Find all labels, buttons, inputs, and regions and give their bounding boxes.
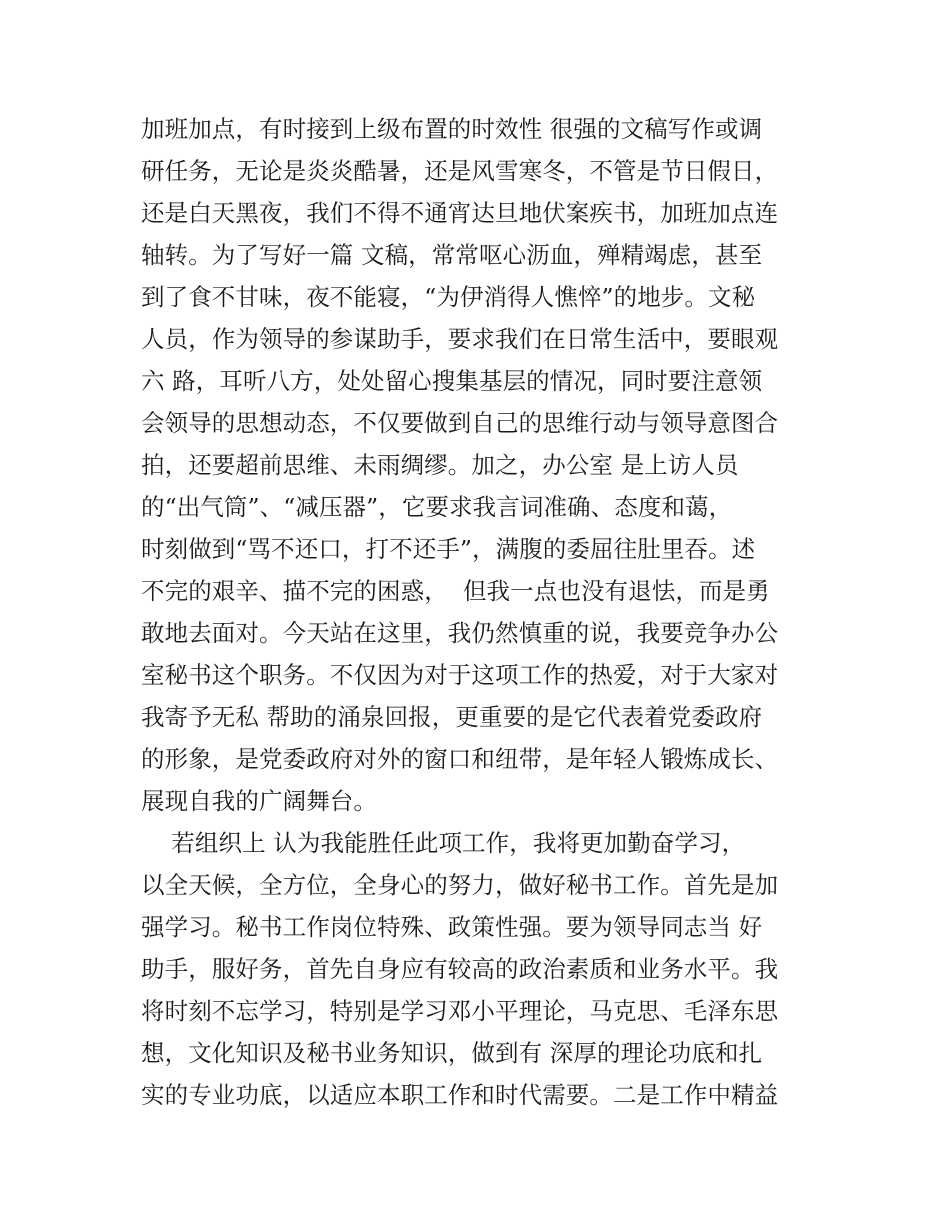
- text-line: 若组织上 认为我能胜任此项工作，我将更加勤奋学习，: [141, 829, 746, 857]
- text-line: 以全天候，全方位，全身心的努力，做好秘书工作。首先是加: [141, 871, 779, 899]
- text-line: 助手，服好务，首先自身应有较高的政治素质和业务水平。我: [141, 955, 779, 983]
- text-line: 室秘书这个职务。不仅因为对于这项工作的热爱，对于大家对: [141, 661, 779, 689]
- text-line: 不完的艰辛、描不完的困惑， 但我一点也没有退怯，而是勇: [141, 577, 770, 605]
- text-line: 实的专业功底，以适应本职工作和时代需要。二是工作中精益: [141, 1081, 779, 1109]
- text-line: 研任务，无论是炎炎酷暑，还是风雪寒冬，不管是节日假日，: [141, 157, 779, 185]
- text-line: 拍，还要超前思维、未雨绸缪。加之，办公室 是上访人员: [141, 451, 739, 479]
- text-line: 六 路，耳听八方，处处留心搜集基层的情况，同时要注意领: [141, 367, 763, 395]
- text-line: 的“出气筒”、“减压器”，它要求我言词准确、态度和蔼，: [141, 493, 733, 521]
- text-line: 人员，作为领导的参谋助手，要求我们在日常生活中，要眼观: [141, 325, 779, 353]
- text-line: 到了食不甘味，夜不能寝，“为伊消得人憔悴”的地步。文秘: [141, 283, 756, 311]
- text-line: 敢地去面对。今天站在这里，我仍然慎重的说，我要竞争办公: [141, 619, 779, 647]
- text-line: 我寄予无私 帮助的涌泉回报，更重要的是它代表着党委政府: [141, 703, 763, 731]
- text-line: 会领导的思想动态，不仅要做到自己的思维行动与领导意图合: [141, 409, 779, 437]
- text-line: 强学习。秘书工作岗位特殊、政策性强。要为领导同志当 好: [141, 913, 763, 941]
- text-line: 将时刻不忘学习，特别是学习邓小平理论，马克思、毛泽东思: [141, 997, 779, 1025]
- text-line: 还是白天黑夜，我们不得不通宵达旦地伏案疾书，加班加点连: [141, 199, 779, 227]
- text-line: 展现自我的广阔舞台。: [141, 787, 377, 815]
- text-line: 想，文化知识及秘书业务知识，做到有 深厚的理论功底和扎: [141, 1039, 763, 1067]
- text-line: 加班加点，有时接到上级布置的时效性 很强的文稿写作或调: [141, 115, 763, 143]
- body-text: [141, 108, 821, 1116]
- text-line: 时刻做到“骂不还口，打不还手”，满腹的委屈往肚里吞。述: [141, 535, 756, 563]
- text-line: 轴转。为了写好一篇 文稿，常常呕心沥血，殚精竭虑，甚至: [141, 241, 763, 269]
- text-line: 的形象，是党委政府对外的窗口和纽带，是年轻人锻炼成长、: [141, 745, 779, 773]
